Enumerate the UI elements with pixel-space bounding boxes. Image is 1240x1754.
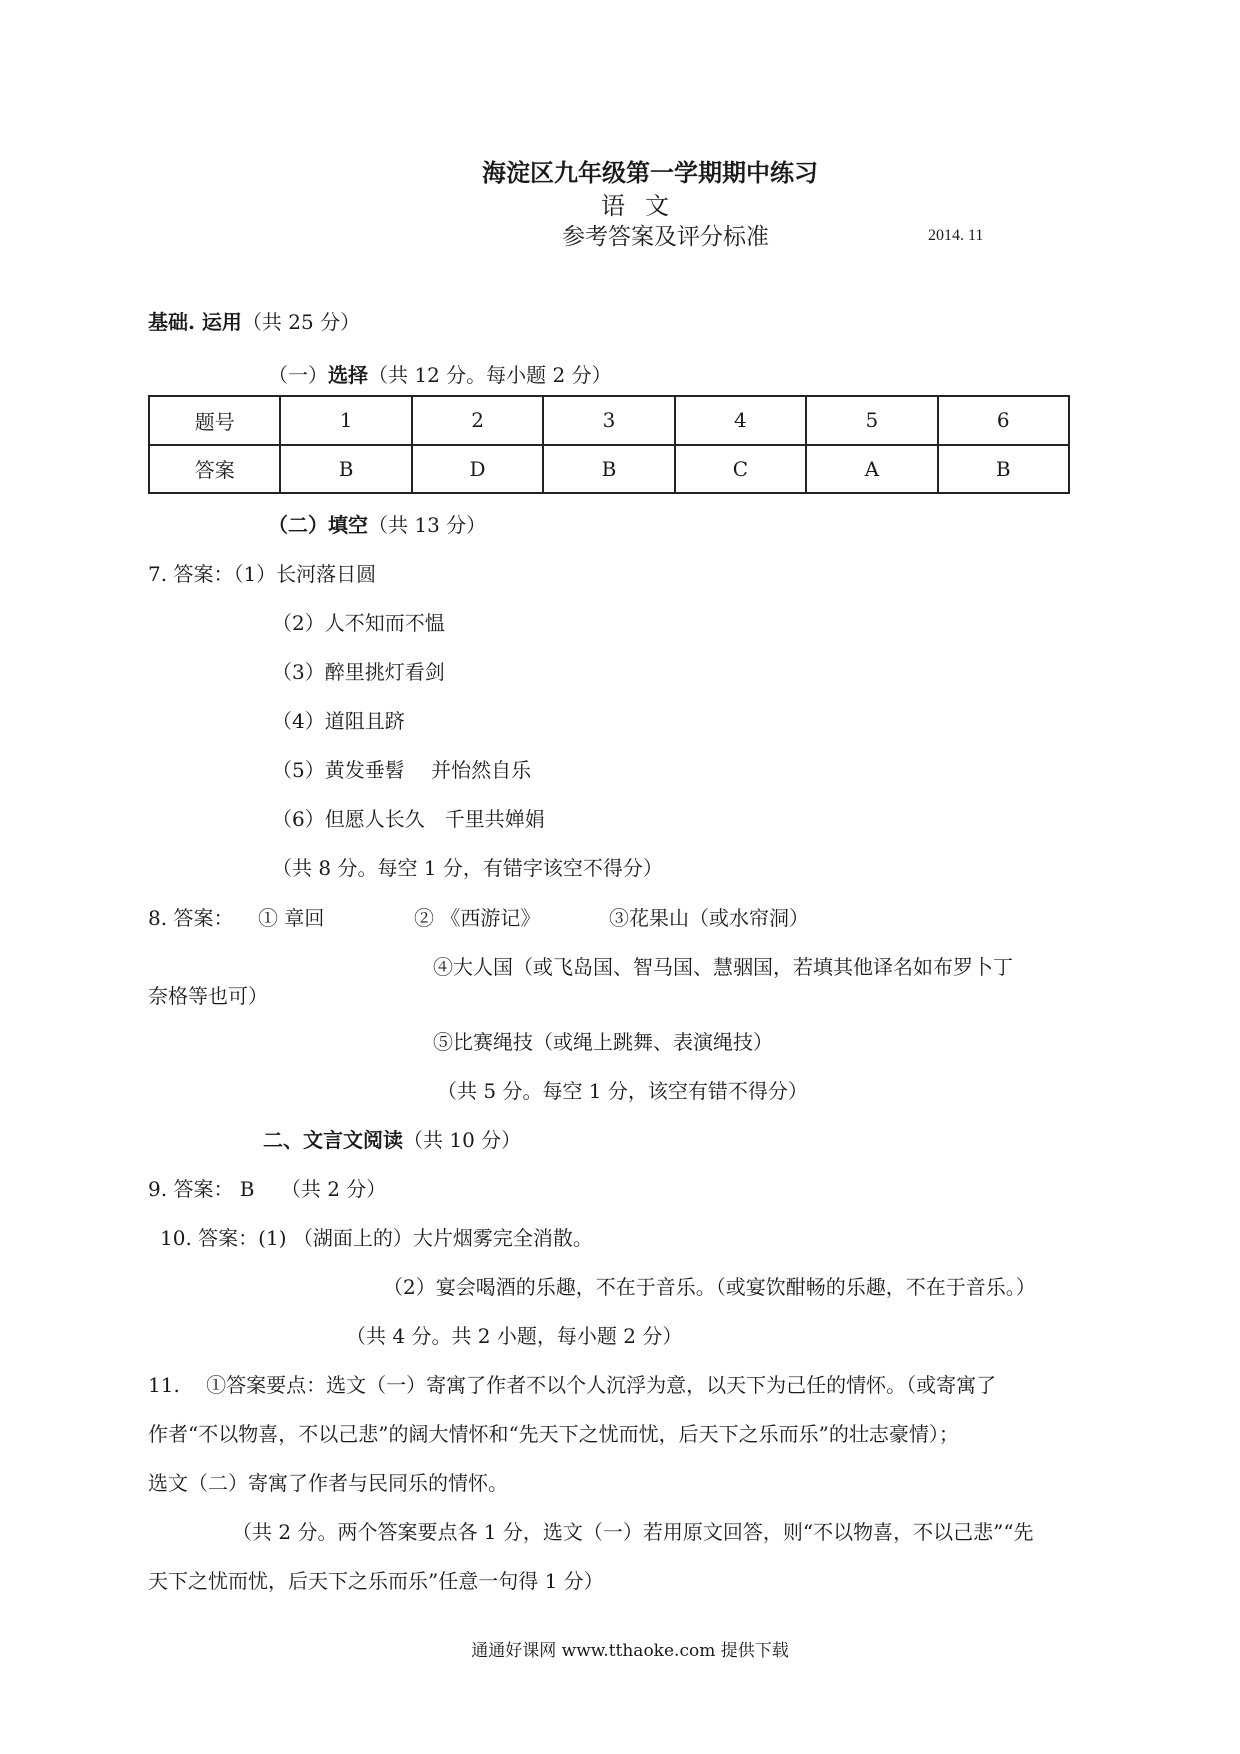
q8-label: 8. 答案： — [148, 906, 234, 930]
subject-title: 语文 — [601, 192, 689, 220]
q7-line: 7. 答案：（1）长河落日圆 — [148, 562, 377, 586]
table-cell: D — [412, 445, 543, 494]
q8-answer-2: ② 《西游记》 — [414, 906, 541, 930]
q11-line: 11. ①答案要点：选文（一）寄寓了作者不以个人沉浮为意，以天下为己任的情怀。（或寄寓了 — [148, 1373, 997, 1397]
q10-line: （2）宴会喝酒的乐趣，不在于音乐。（或宴饮酣畅的乐趣，不在于音乐。） — [383, 1275, 1036, 1299]
part1-heading — [268, 359, 612, 388]
section1-score: （共 25 分） — [241, 310, 361, 334]
table-cell: 6 — [938, 396, 1069, 445]
page-title: 海淀区九年级第一学期期中练习 — [482, 158, 818, 187]
table-cell: A — [806, 445, 937, 494]
q8-answer-1: ① 章回 — [258, 906, 325, 930]
table-cell: 3 — [543, 396, 674, 445]
part1-score: （共 12 分。每小题 2 分） — [368, 363, 612, 387]
date-label: 2014. 11 — [928, 227, 984, 244]
table-cell: C — [675, 445, 806, 494]
q7-line: （6）但愿人长久 千里共婵娟 — [272, 807, 545, 831]
table-cell: B — [543, 445, 674, 494]
q11-line: 作者“不以物喜，不以己悲”的阔大情怀和“先天下之忧而忧，后天下之乐而乐”的壮志豪情）； — [148, 1422, 959, 1446]
part2-heading — [268, 509, 486, 538]
table-cell: 4 — [675, 396, 806, 445]
section2-heading — [263, 1124, 521, 1153]
section2-title: 二、文言文阅读 — [263, 1128, 403, 1152]
q8-answer-4-cont: 奈格等也可） — [148, 984, 268, 1008]
table-row-numbers — [149, 396, 1069, 445]
table-row-answers — [149, 445, 1069, 494]
answer-table — [148, 395, 1070, 494]
row-header-answer: 答案 — [149, 445, 280, 494]
table-cell: 5 — [806, 396, 937, 445]
table-cell: B — [938, 445, 1069, 494]
q11-line: 选文（二）寄寓了作者与民同乐的情怀。 — [148, 1471, 508, 1495]
section1-title: 基础. 运用 — [148, 310, 242, 334]
section1-heading — [148, 306, 360, 335]
table-cell: 2 — [412, 396, 543, 445]
q8-score: （共 5 分。每空 1 分，该空有错不得分） — [437, 1079, 808, 1103]
q8-answer-4: ④大人国（或飞岛国、智马国、慧骃国，若填其他译名如布罗卜丁 — [433, 955, 1013, 979]
q11-score-cont: 天下之忧而忧，后天下之乐而乐”任意一句得 1 分） — [148, 1569, 604, 1593]
footer-text: 通通好课网 www.tthaoke.com 提供下载 — [471, 1641, 789, 1661]
q10-score: （共 4 分。共 2 小题，每小题 2 分） — [346, 1324, 683, 1348]
row-header-number: 题号 — [149, 396, 280, 445]
part2-title: （二）填空 — [268, 513, 368, 537]
q7-line: （5）黄发垂髫 并怡然自乐 — [272, 758, 532, 782]
q7-line: （3）醉里挑灯看剑 — [272, 660, 445, 684]
q8-answer-3: ③花果山（或水帘洞） — [609, 906, 809, 930]
table-cell: B — [280, 445, 411, 494]
q10-line: 10. 答案：(1) （湖面上的）大片烟雾完全消散。 — [160, 1226, 593, 1250]
q9-line: 9. 答案： B （共 2 分） — [148, 1177, 387, 1201]
part1-title: 选择 — [328, 363, 368, 387]
q8-answer-5: ⑤比赛绳技（或绳上跳舞、表演绳技） — [433, 1030, 773, 1054]
q7-line: （2）人不知而不愠 — [272, 611, 445, 635]
part1-prefix: （一） — [268, 363, 328, 387]
q7-line: （4）道阻且跻 — [272, 709, 405, 733]
table-cell: 1 — [280, 396, 411, 445]
page-subtitle: 参考答案及评分标准 — [562, 224, 769, 250]
part2-score: （共 13 分） — [368, 513, 487, 537]
q7-score: （共 8 分。每空 1 分，有错字该空不得分） — [272, 856, 663, 880]
section2-score: （共 10 分） — [403, 1128, 522, 1152]
q11-score: （共 2 分。两个答案要点各 1 分，选文（一）若用原文回答，则“不以物喜，不以己悲”“先 — [232, 1520, 1034, 1544]
